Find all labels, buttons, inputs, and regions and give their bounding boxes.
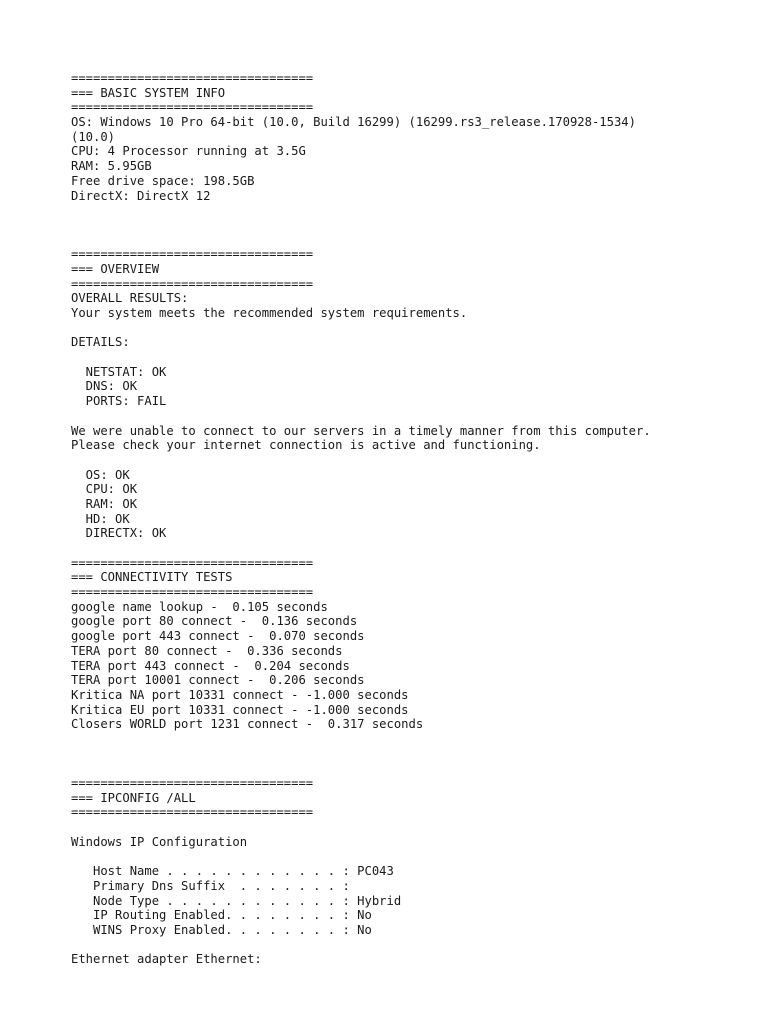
report-line: ================================= bbox=[71, 100, 314, 115]
report-line bbox=[71, 820, 751, 835]
report-line: NETSTAT: OK bbox=[71, 364, 167, 379]
report-line bbox=[71, 350, 751, 365]
report-line: OS: Windows 10 Pro 64-bit (10.0, Build 16299) (16299.rs3_release.170928-1534) bbox=[71, 115, 636, 130]
report-line: === CONNECTIVITY TESTS bbox=[71, 570, 233, 585]
report-line bbox=[71, 409, 751, 424]
section-basic-system-info bbox=[71, 71, 751, 247]
report-line: DIRECTX: OK bbox=[71, 526, 167, 541]
report-line bbox=[71, 203, 751, 218]
report-line: Kritica EU port 10331 connect - -1.000 seconds bbox=[71, 702, 409, 717]
report-line bbox=[71, 321, 751, 336]
report-line: === BASIC SYSTEM INFO bbox=[71, 85, 226, 100]
diagnostic-report bbox=[71, 71, 751, 967]
report-line: IP Routing Enabled. . . . . . . . : No bbox=[71, 908, 372, 923]
report-line bbox=[71, 233, 751, 248]
report-line: WINS Proxy Enabled. . . . . . . . : No bbox=[71, 922, 372, 937]
report-line: OS: OK bbox=[71, 467, 130, 482]
report-line: OVERALL RESULTS: bbox=[71, 291, 189, 306]
report-line: DNS: OK bbox=[71, 379, 138, 394]
report-line: ================================= bbox=[71, 555, 314, 570]
report-line: Your system meets the recommended system requirements. bbox=[71, 306, 468, 320]
report-line: Primary Dns Suffix . . . . . . . : bbox=[71, 878, 350, 893]
report-line: Free drive space: 198.5GB bbox=[71, 173, 255, 188]
report-line: DirectX: DirectX 12 bbox=[71, 188, 211, 203]
report-line: Ethernet adapter Ethernet: bbox=[71, 952, 262, 967]
report-line: We were unable to connect to our servers in a timely manner from this computer. bbox=[71, 423, 651, 438]
report-line: ================================= bbox=[71, 805, 314, 820]
report-line: (10.0) bbox=[71, 129, 116, 144]
report-line: TERA port 80 connect - 0.336 seconds bbox=[71, 643, 343, 658]
report-line: ================================= bbox=[71, 71, 314, 85]
report-line: ================================= bbox=[71, 276, 314, 291]
report-line: PORTS: FAIL bbox=[71, 394, 167, 409]
report-line bbox=[71, 747, 751, 762]
report-line bbox=[71, 218, 751, 233]
report-line: Host Name . . . . . . . . . . . . : PC043 bbox=[71, 864, 394, 879]
report-line bbox=[71, 938, 751, 953]
report-line: === IPCONFIG /ALL bbox=[71, 790, 196, 805]
report-line: CPU: OK bbox=[71, 482, 138, 497]
report-line: CPU: 4 Processor running at 3.5G bbox=[71, 144, 306, 159]
report-line: ================================= bbox=[71, 776, 314, 790]
report-line bbox=[71, 541, 751, 556]
report-line: google name lookup - 0.105 seconds bbox=[71, 599, 328, 614]
report-line: google port 443 connect - 0.070 seconds bbox=[71, 629, 365, 644]
report-line: RAM: OK bbox=[71, 496, 138, 511]
section-connectivity-tests bbox=[71, 556, 751, 776]
section-ipconfig bbox=[71, 776, 751, 967]
report-line: TERA port 10001 connect - 0.206 seconds bbox=[71, 673, 365, 688]
report-line: Windows IP Configuration bbox=[71, 834, 248, 849]
report-line: google port 80 connect - 0.136 seconds bbox=[71, 614, 358, 629]
report-line: ================================= bbox=[71, 585, 314, 600]
report-line: HD: OK bbox=[71, 511, 130, 526]
report-line: DETAILS: bbox=[71, 335, 130, 350]
report-line: Kritica NA port 10331 connect - -1.000 seconds bbox=[71, 687, 409, 702]
report-line: TERA port 443 connect - 0.204 seconds bbox=[71, 658, 350, 673]
section-overview bbox=[71, 247, 751, 555]
report-line: Closers WORLD port 1231 connect - 0.317 seconds bbox=[71, 717, 424, 732]
report-line: === OVERVIEW bbox=[71, 261, 160, 276]
report-line: RAM: 5.95GB bbox=[71, 159, 152, 174]
report-line bbox=[71, 732, 751, 747]
report-line: Please check your internet connection is active and functioning. bbox=[71, 438, 541, 453]
report-line bbox=[71, 849, 751, 864]
report-line: Node Type . . . . . . . . . . . . : Hybrid bbox=[71, 893, 402, 908]
report-line bbox=[71, 453, 751, 468]
report-line bbox=[71, 761, 751, 776]
report-line: ================================= bbox=[71, 247, 314, 262]
